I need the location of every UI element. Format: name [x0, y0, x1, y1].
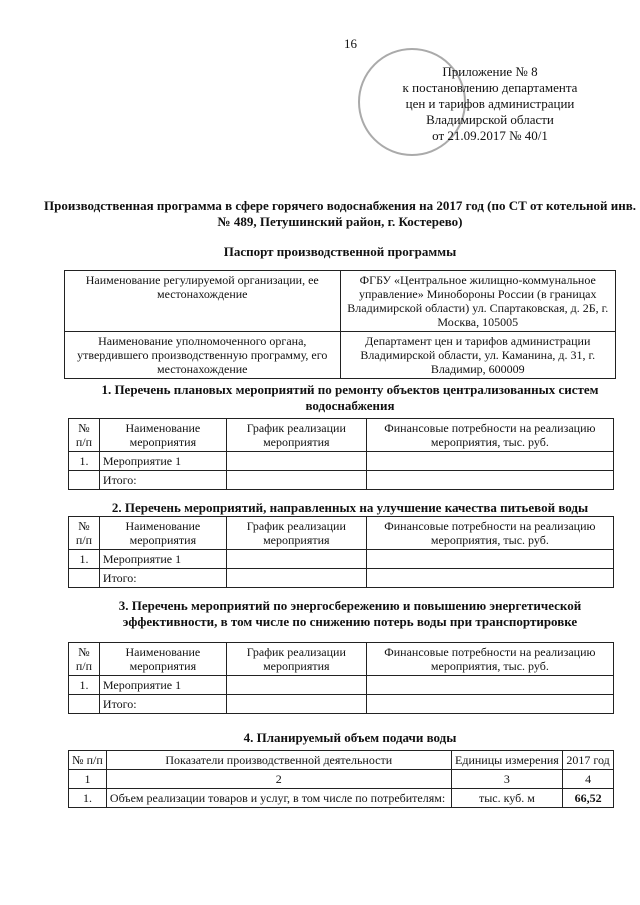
section1-table: № п/п Наименование мероприятия График реализации мероприятия Финансовые потребности на реализацию мероприятия, тыс. руб. 1. Мероприятие 1 Итого:: [68, 418, 614, 490]
appendix-line: Владимирской области: [426, 112, 554, 127]
appendix-line: от 21.09.2017 № 40/1: [432, 128, 548, 143]
appendix-line: Приложение № 8: [442, 64, 538, 79]
cell: Департамент цен и тарифов администрации Владимирской области, ул. Каманина, д. 31, г. Владимир, 600009: [340, 332, 616, 379]
section4-table: № п/п Показатели производственной деятельности Единицы измерения 2017 год 1 2 3 4 1. Объем реализации товаров и услуг, в том числе по потребителям: тыс. куб. м 66,52: [68, 750, 614, 808]
section-heading: 3. Перечень мероприятий по энергосбережению и повышению энергетической эффективности, в том числе по снижению потерь воды при транспортировке: [118, 598, 582, 629]
section-heading: 1. Перечень плановых мероприятий по ремонту объектов централизованных систем водоснабжения: [101, 382, 599, 413]
cell: Наименование уполномоченного органа, утвердившего производственную программу, его местонахождение: [65, 332, 341, 379]
appendix-block: [380, 64, 600, 144]
section2-table: № п/п Наименование мероприятия График реализации мероприятия Финансовые потребности на реализацию мероприятия, тыс. руб. 1. Мероприятие 1 Итого:: [68, 516, 614, 588]
cell: Наименование регулируемой организации, ее местонахождение: [65, 271, 341, 332]
page-number: 16: [344, 36, 357, 51]
cell: ФГБУ «Центральное жилищно-коммунальное управление» Минобороны России (в границах Владимирской области) ул. Спартаковская, д. 2Б, г. Москва, 105005: [340, 271, 616, 332]
document-title: Производственная программа в сфере горячего водоснабжения на 2017 год (по СТ от котельной инв. № 489, Петушинский район, г. Костерево): [44, 198, 636, 229]
appendix-line: к постановлению департамента: [402, 80, 578, 95]
section-heading: 2. Перечень мероприятий, направленных на улучшение качества питьевой воды: [111, 500, 589, 515]
appendix-line: цен и тарифов администрации: [405, 96, 575, 111]
passport-title: Паспорт производственной программы: [223, 244, 457, 259]
section-heading: 4. Планируемый объем подачи воды: [243, 730, 457, 745]
section3-table: № п/п Наименование мероприятия График реализации мероприятия Финансовые потребности на реализацию мероприятия, тыс. руб. 1. Мероприятие 1 Итого:: [68, 642, 614, 714]
passport-table: [64, 270, 616, 379]
